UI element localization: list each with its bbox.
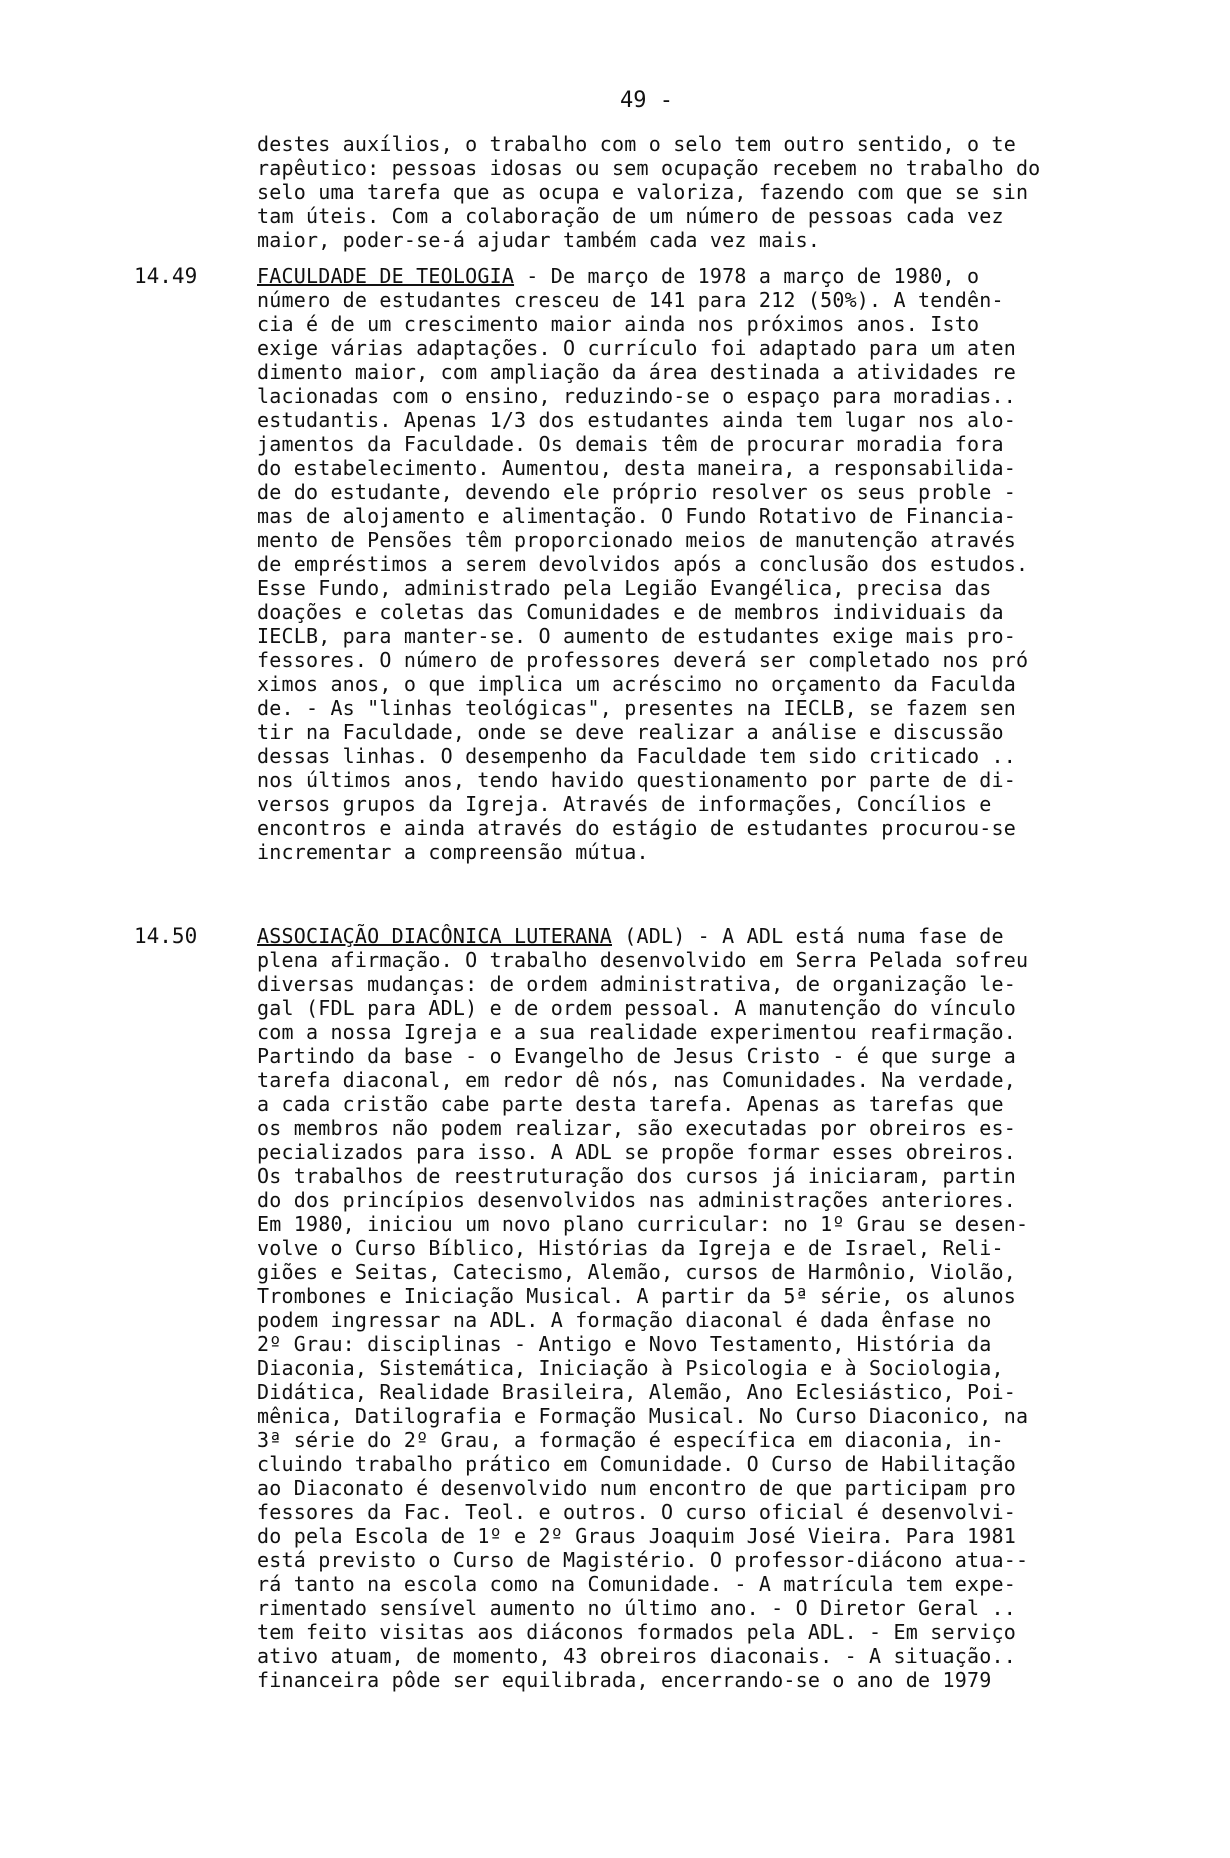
text-line: Esse Fundo, administrado pela Legião Evangélica, precisa das bbox=[257, 576, 992, 600]
text-line: ao Diaconato é desenvolvido num encontro de que participam pro bbox=[257, 1476, 1016, 1500]
text-line: cia é de um crescimento maior ainda nos próximos anos. Isto bbox=[257, 312, 980, 336]
text-line: doações e coletas das Comunidades e de membros individuais da bbox=[257, 600, 1004, 624]
text-line: Partindo da base - o Evangelho de Jesus Cristo - é que surge a bbox=[257, 1044, 1016, 1068]
text-line: tam úteis. Com a colaboração de um número de pessoas cada vez bbox=[257, 204, 1004, 228]
text-line: mento de Pensões têm proporcionado meios de manutenção através bbox=[257, 528, 1016, 552]
text-line: Didática, Realidade Brasileira, Alemão, Ano Eclesiástico, Poi- bbox=[257, 1380, 1016, 1404]
text-line: versos grupos da Igreja. Através de informações, Concílios e bbox=[257, 792, 992, 816]
text-line: IECLB, para manter-se. O aumento de estudantes exige mais pro- bbox=[257, 624, 1016, 648]
text-line: selo uma tarefa que as ocupa e valoriza, fazendo com que se sin bbox=[257, 180, 1029, 204]
text-line: mas de alojamento e alimentação. O Fundo Rotativo de Financia- bbox=[257, 504, 1016, 528]
text-line: dimento maior, com ampliação da área destinada a atividades re bbox=[257, 360, 1016, 384]
text-line: Em 1980, iniciou um novo plano curricular: no 1º Grau se desen- bbox=[257, 1212, 1029, 1236]
section-number: 14.50 bbox=[134, 924, 198, 948]
text-line: ximos anos, o que implica um acréscimo no orçamento da Faculda bbox=[257, 672, 1016, 696]
page-number: 49 - bbox=[620, 88, 673, 113]
section-title: ASSOCIAÇÃO DIACÔNICA LUTERANA bbox=[257, 924, 612, 948]
text-line: 2º Grau: disciplinas - Antigo e Novo Testamento, História da bbox=[257, 1332, 992, 1356]
text-line: volve o Curso Bíblico, Histórias da Igreja e de Israel, Reli- bbox=[257, 1236, 1004, 1260]
text-line: ativo atuam, de momento, 43 obreiros diaconais. - A situação.. bbox=[257, 1644, 1016, 1668]
text-line: rapêutico: pessoas idosas ou sem ocupação recebem no trabalho do bbox=[257, 156, 1041, 180]
section-title: FACULDADE DE TEOLOGIA bbox=[257, 264, 515, 288]
text-line: de. - As "linhas teológicas", presentes na IECLB, se fazem sen bbox=[257, 696, 1016, 720]
text-line: plena afirmação. O trabalho desenvolvido em Serra Pelada sofreu bbox=[257, 948, 1029, 972]
text-line: tir na Faculdade, onde se deve realizar a análise e discussão bbox=[257, 720, 1004, 744]
text-line: de empréstimos a serem devolvidos após a conclusão dos estudos. bbox=[257, 552, 1029, 576]
section-first-line bbox=[257, 264, 979, 288]
text-line: dessas linhas. O desempenho da Faculdade tem sido criticado .. bbox=[257, 744, 1016, 768]
text-line: exige várias adaptações. O currículo foi adaptado para um aten bbox=[257, 336, 1016, 360]
text-line: fessores. O número de professores deverá ser completado nos pró bbox=[257, 648, 1029, 672]
text-line: pecializados para isso. A ADL se propõe formar esses obreiros. bbox=[257, 1140, 1016, 1164]
text-line: Os trabalhos de reestruturação dos cursos já iniciaram, partin bbox=[257, 1164, 1016, 1188]
section-number: 14.49 bbox=[134, 264, 198, 288]
text-line: com a nossa Igreja e a sua realidade experimentou reafirmação. bbox=[257, 1020, 1016, 1044]
text-line: Trombones e Iniciação Musical. A partir da 5ª série, os alunos bbox=[257, 1284, 1016, 1308]
text-line: maior, poder-se-á ajudar também cada vez mais. bbox=[257, 228, 821, 252]
text-line: podem ingressar na ADL. A formação diaconal é dada ênfase no bbox=[257, 1308, 992, 1332]
text-line: do pela Escola de 1º e 2º Graus Joaquim José Vieira. Para 1981 bbox=[257, 1524, 1016, 1548]
text-line: mênica, Datilografia e Formação Musical. No Curso Diaconico, na bbox=[257, 1404, 1029, 1428]
text-line: lacionadas com o ensino, reduzindo-se o espaço para moradias.. bbox=[257, 384, 1016, 408]
text-line: destes auxílios, o trabalho com o selo tem outro sentido, o te bbox=[257, 132, 1016, 156]
text-line: número de estudantes cresceu de 141 para 212 (50%). A tendên- bbox=[257, 288, 1004, 312]
text-line: Diaconia, Sistemática, Iniciação à Psicologia e à Sociologia, bbox=[257, 1356, 1004, 1380]
text-line: do dos princípios desenvolvidos nas administrações anteriores. bbox=[257, 1188, 1016, 1212]
section-first-line bbox=[257, 924, 1004, 948]
section-first-line-rest: - De março de 1978 a março de 1980, o bbox=[514, 264, 980, 288]
text-line: tem feito visitas aos diáconos formados pela ADL. - Em serviço bbox=[257, 1620, 1016, 1644]
text-line: fessores da Fac. Teol. e outros. O curso oficial é desenvolvi- bbox=[257, 1500, 1016, 1524]
text-line: do estabelecimento. Aumentou, desta maneira, a responsabilida- bbox=[257, 456, 1016, 480]
section-first-line-rest: (ADL) - A ADL está numa fase de bbox=[612, 924, 1004, 948]
text-line: encontros e ainda através do estágio de estudantes procurou-se bbox=[257, 816, 1016, 840]
text-line: tarefa diaconal, em redor dê nós, nas Comunidades. Na verdade, bbox=[257, 1068, 1016, 1092]
text-line: gal (FDL para ADL) e de ordem pessoal. A manutenção do vínculo bbox=[257, 996, 1016, 1020]
text-line: financeira pôde ser equilibrada, encerrando-se o ano de 1979 bbox=[257, 1668, 992, 1692]
text-line: a cada cristão cabe parte desta tarefa. Apenas as tarefas que bbox=[257, 1092, 1004, 1116]
text-line: 3ª série do 2º Grau, a formação é específica em diaconia, in- bbox=[257, 1428, 1004, 1452]
text-line: está previsto o Curso de Magistério. O professor-diácono atua-- bbox=[257, 1548, 1029, 1572]
text-line: rá tanto na escola como na Comunidade. - A matrícula tem expe- bbox=[257, 1572, 1016, 1596]
text-line: diversas mudanças: de ordem administrativa, de organização le- bbox=[257, 972, 1016, 996]
text-line: estudantis. Apenas 1/3 dos estudantes ainda tem lugar nos alo- bbox=[257, 408, 1016, 432]
text-line: de do estudante, devendo ele próprio resolver os seus proble - bbox=[257, 480, 1016, 504]
text-line: giões e Seitas, Catecismo, Alemão, cursos de Harmônio, Violão, bbox=[257, 1260, 1016, 1284]
text-line: rimentado sensível aumento no último ano. - O Diretor Geral .. bbox=[257, 1596, 1016, 1620]
text-line: incrementar a compreensão mútua. bbox=[257, 840, 649, 864]
text-line: jamentos da Faculdade. Os demais têm de procurar moradia fora bbox=[257, 432, 1004, 456]
text-line: os membros não podem realizar, são executadas por obreiros es- bbox=[257, 1116, 1016, 1140]
text-line: nos últimos anos, tendo havido questionamento por parte de di- bbox=[257, 768, 1016, 792]
text-line: cluindo trabalho prático em Comunidade. O Curso de Habilitação bbox=[257, 1452, 1016, 1476]
